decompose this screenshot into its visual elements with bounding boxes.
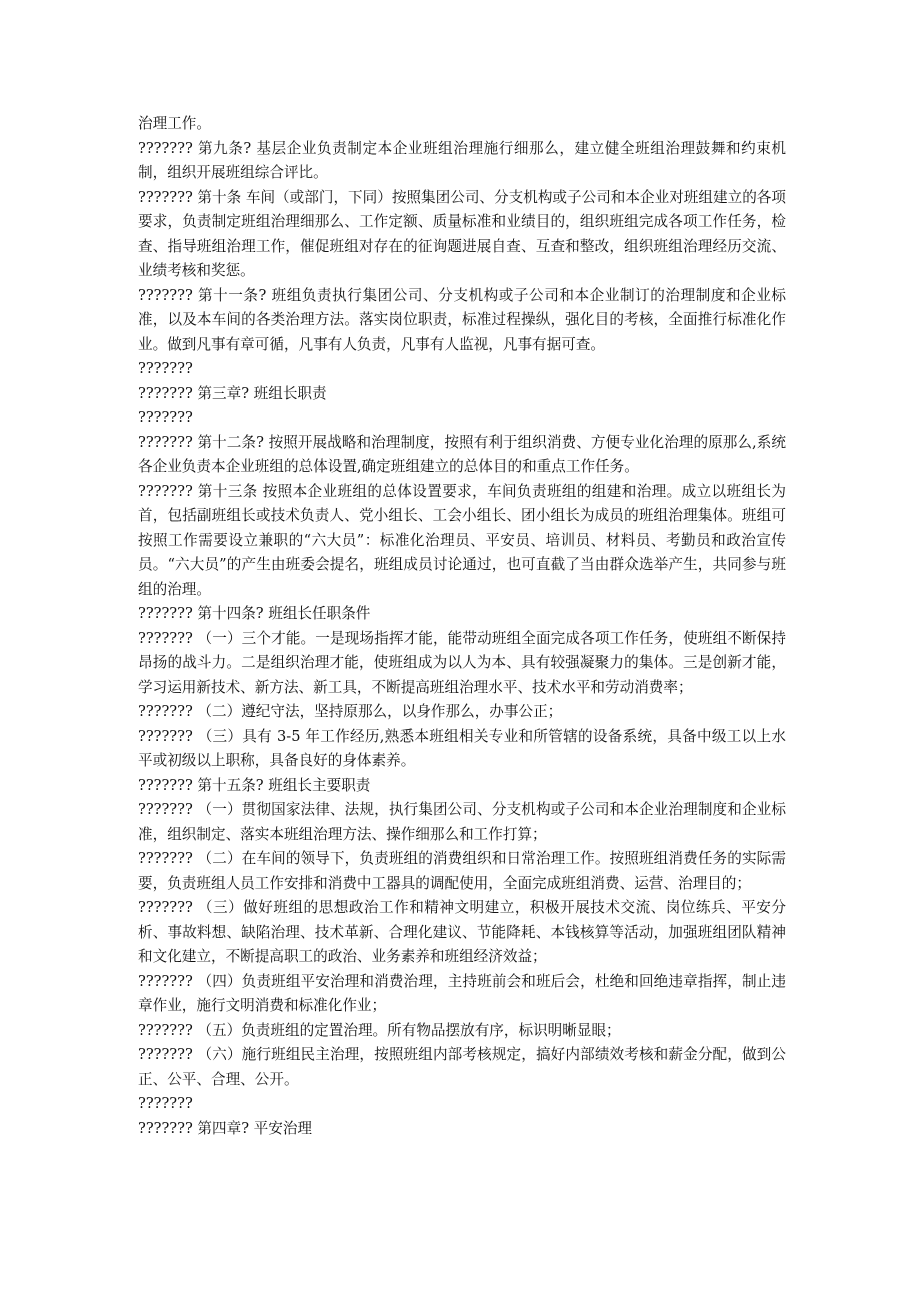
paragraph: ??????? 第十三条 按照本企业班组的总体设置要求，车间负责班组的组建和治理。成立以班组长为首，包括副班组长或技术负责人、党小组长、工会小组长、团小组长为成员的班组治理集体。班组可按照工作需要设立兼职的“六大员”：标准化治理员、平安员、培训员、材料员、考勤员和政治宣传员。“六大员”的产生由班委会提名，班组成员讨论通过，也可直截了当由群众选举产生，共同参与班组的治理。 — [138, 482, 786, 598]
article-heading: ??????? 第十五条? 班组长主要职责 — [138, 776, 371, 794]
paragraph: ??????? — [138, 409, 193, 426]
paragraph: ??????? 第十条 车间（或部门，下同）按照集团公司、分支机构或子公司和本企业对班组建立的各项要求，负责制定班组治理细那么、工作定额、质量标准和业绩目的，组织班组完成各项工作任务，检查、指导班组治理工作，催促班组对存在的征询题进展自查、互查和整改，组织班组治理经历交流、业绩考核和奖惩。 — [138, 188, 786, 279]
paragraph: ??????? （一）三个才能。一是现场指挥才能，能带动班组全面完成各项工作任务，使班组不断保持昂扬的战斗力。二是组织治理才能，使班组成为以人为本、具有较强凝聚力的集体。三是创新才能，学习运用新技术、新方法、新工具，不断提高班组治理水平、技术水平和劳动消费率； — [138, 629, 786, 696]
chapter-heading: ??????? 第三章? 班组长职责 — [138, 384, 327, 402]
article-heading: ??????? 第十四条? 班组长任职条件 — [138, 605, 371, 622]
paragraph: ??????? 第十一条? 班组负责执行集团公司、分支机构或子公司和本企业制订的治理制度和企业标准，以及本车间的各类治理方法。落实岗位职责，标准过程操纵，强化目的考核，全面推行标准化作业。做到凡事有章可循，凡事有人负责，凡事有人监视，凡事有据可查。 — [138, 286, 786, 353]
paragraph: ??????? （四）负责班组平安治理和消费治理，主持班前会和班后会，杜绝和回绝违章指挥，制止违章作业，施行文明消费和标准化作业； — [138, 972, 786, 1014]
chapter-heading: ??????? 第四章? 平安治理 — [138, 1119, 313, 1137]
paragraph: ??????? （三）具有 3-5 年工作经历,熟悉本班组相关专业和所管辖的设备系统，具备中级工以上水平或初级以上职称，具备良好的身体素养。 — [138, 727, 786, 769]
paragraph: ??????? — [138, 1095, 193, 1112]
paragraph: ??????? — [138, 360, 193, 377]
paragraph: ??????? （五）负责班组的定置治理。所有物品摆放有序，标识明晰显眼； — [138, 1021, 621, 1039]
paragraph: ??????? （六）施行班组民主治理，按照班组内部考核规定，搞好内部绩效考核和薪金分配，做到公正、公平、合理、公开。 — [138, 1046, 786, 1088]
paragraph: ??????? （三）做好班组的思想政治工作和精神文明建立，积极开展技术交流、岗位练兵、平安分析、事故料想、缺陷治理、技术革新、合理化建议、节能降耗、本钱核算等活动，加强班组团队精神和文化建立，不断提高职工的政治、业务素养和班组经济效益； — [138, 899, 786, 965]
paragraph: 治理工作。 — [138, 115, 211, 132]
paragraph: ??????? 第九条? 基层企业负责制定本企业班组治理施行细那么，建立健全班组治理鼓舞和约束机制，组织开展班组综合评比。 — [138, 139, 786, 181]
paragraph: ??????? （二）遵纪守法，坚持原那么，以身作那么，办事公正； — [138, 703, 563, 720]
paragraph: ??????? 第十二条? 按照开展战略和治理制度，按照有利于组织消费、方便专业化治理的原那么,系统各企业负责本企业班组的总体设置,确定班组建立的总体目的和重点工作任务。 — [138, 433, 786, 475]
paragraph: ??????? （一）贯彻国家法律、法规，执行集团公司、分支机构或子公司和本企业治理制度和企业标准，组织制定、落实本班组治理方法、操作细那么和工作打算； — [138, 801, 786, 843]
document-body — [138, 112, 786, 1141]
paragraph: ??????? （二）在车间的领导下，负责班组的消费组织和日常治理工作。按照班组消费任务的实际需要，负责班组人员工作安排和消费中工器具的调配使用，全面完成班组消费、运营、治理目的； — [138, 850, 786, 892]
